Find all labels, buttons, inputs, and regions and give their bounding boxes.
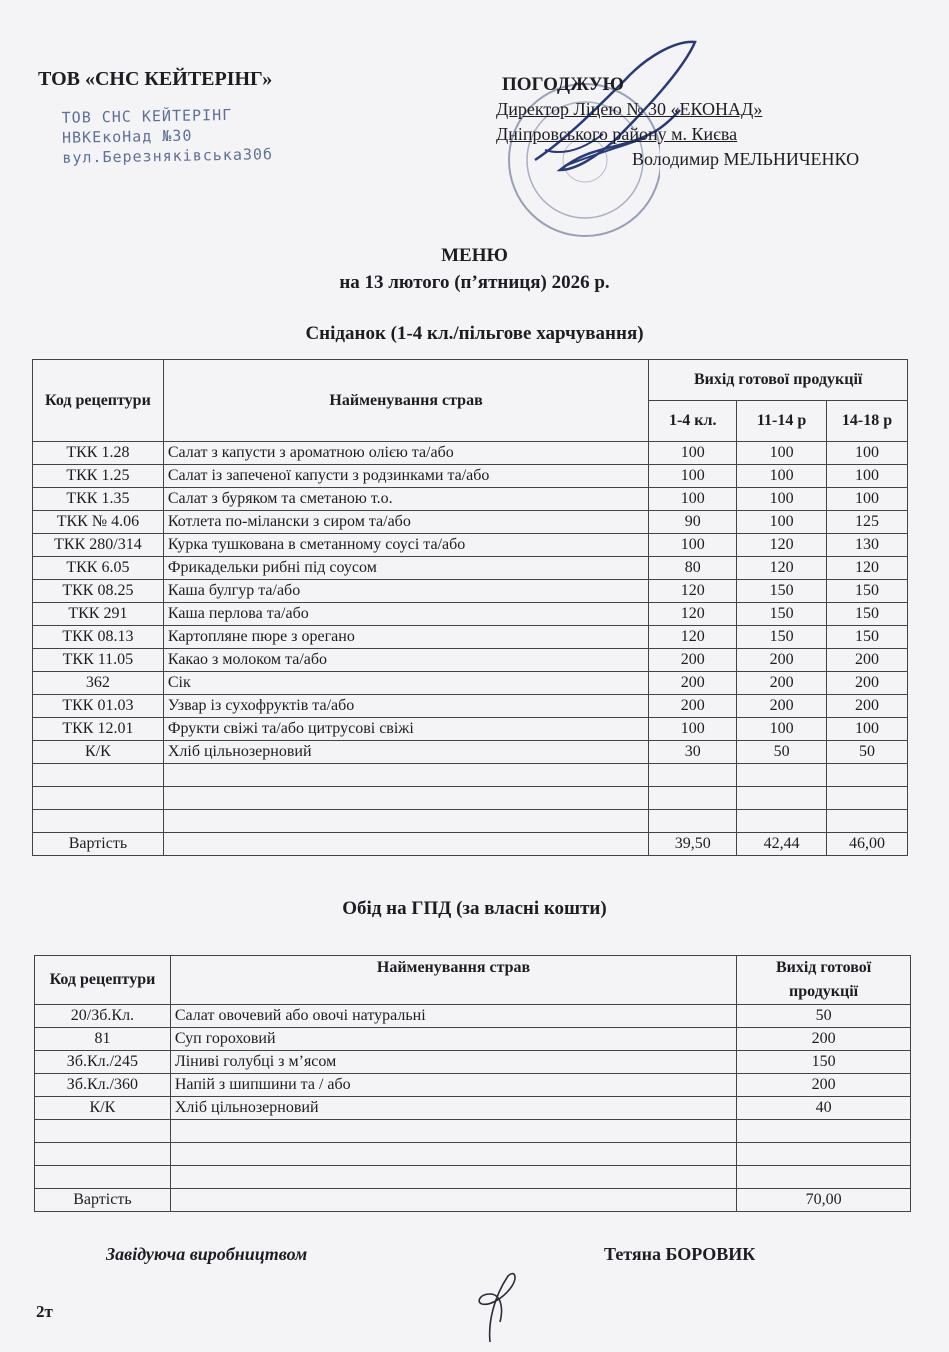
table-row — [33, 626, 908, 649]
dish-name-cell: Салат овочевий або овочі натуральні — [170, 1005, 736, 1028]
dish-name-cell: Котлета по-мілански з сиром та/або — [163, 511, 648, 534]
empty-cell — [649, 764, 737, 787]
age-14-18-cell: 150 — [827, 603, 908, 626]
empty-cell — [163, 764, 648, 787]
approval-name: Володимир МЕЛЬНИЧЕНКО — [632, 149, 860, 169]
dish-name-cell: Каша перлова та/або — [163, 603, 648, 626]
breakfast-cost-grade-1-4: 39,50 — [649, 833, 737, 856]
column-header-output: Вихід готової продукції — [649, 360, 908, 401]
output-cell: 40 — [737, 1097, 911, 1120]
dish-name-cell: Сік — [163, 672, 648, 695]
empty-row — [33, 787, 908, 810]
empty-cell — [33, 787, 164, 810]
menu-title: МЕНЮ — [441, 245, 508, 266]
code-cell: ТКК 1.35 — [33, 488, 164, 511]
column-header-code: Код рецептури — [33, 360, 164, 442]
breakfast-cost-age-14-18: 46,00 — [827, 833, 908, 856]
table-row — [35, 1051, 911, 1074]
code-cell: ТКК 12.01 — [33, 718, 164, 741]
code-cell: 81 — [35, 1028, 171, 1051]
code-cell: ТКК 1.25 — [33, 465, 164, 488]
code-cell: ТКК 6.05 — [33, 557, 164, 580]
breakfast-cost-label: Вартість — [33, 833, 164, 856]
output-cell: 200 — [737, 1028, 911, 1051]
code-cell: ТКК 291 — [33, 603, 164, 626]
output-cell: 50 — [737, 1005, 911, 1028]
code-cell: ТКК 1.28 — [33, 442, 164, 465]
grade-1-4-cell: 120 — [649, 580, 737, 603]
dish-name-cell: Салат з буряком та сметаною т.о. — [163, 488, 648, 511]
column-header-grade-1-4: 1-4 кл. — [649, 401, 737, 442]
empty-row — [35, 1166, 911, 1189]
code-cell: ТКК № 4.06 — [33, 511, 164, 534]
age-14-18-cell: 125 — [827, 511, 908, 534]
empty-cell — [827, 810, 908, 833]
empty-cell — [737, 810, 827, 833]
approval-block — [496, 72, 916, 172]
code-cell: ТКК 11.05 — [33, 649, 164, 672]
output-cell: 150 — [737, 1051, 911, 1074]
grade-1-4-cell: 200 — [649, 672, 737, 695]
age-14-18-cell: 130 — [827, 534, 908, 557]
footer-position: Завідуюча виробництвом — [106, 1244, 308, 1264]
table-row — [33, 672, 908, 695]
empty-cell — [33, 810, 164, 833]
empty-cell — [170, 1143, 736, 1166]
dish-name-cell: Салат із запеченої капусти з родзинками та/або — [163, 465, 648, 488]
table-row — [35, 1005, 911, 1028]
code-cell: Зб.Кл./245 — [35, 1051, 171, 1074]
age-11-14-cell: 150 — [737, 580, 827, 603]
empty-cell — [170, 1189, 736, 1212]
grade-1-4-cell: 90 — [649, 511, 737, 534]
grade-1-4-cell: 80 — [649, 557, 737, 580]
menu-date: на 13 лютого (п’ятниця) 2026 р. — [339, 272, 610, 293]
dish-name-cell: Какао з молоком та/або — [163, 649, 648, 672]
dish-name-cell: Салат з капусти з ароматною олією та/або — [163, 442, 648, 465]
dish-name-cell: Напій з шипшини та / або — [170, 1074, 736, 1097]
breakfast-table — [32, 359, 908, 856]
age-14-18-cell: 200 — [827, 649, 908, 672]
age-11-14-cell: 120 — [737, 534, 827, 557]
age-14-18-cell: 100 — [827, 488, 908, 511]
approval-director-line: Директор Ліцею № 30 «ЕКОНАД» — [496, 99, 763, 119]
table-row — [35, 1097, 911, 1120]
approval-title: ПОГОДЖУЮ — [502, 74, 624, 95]
empty-cell — [737, 764, 827, 787]
age-14-18-cell: 100 — [827, 465, 908, 488]
age-14-18-cell: 100 — [827, 718, 908, 741]
age-11-14-cell: 100 — [737, 465, 827, 488]
dish-name-cell: Фрукти свіжі та/або цитрусові свіжі — [163, 718, 648, 741]
age-11-14-cell: 200 — [737, 672, 827, 695]
column-header-output: Вихід готової продукції — [737, 956, 911, 1005]
table-row — [33, 534, 908, 557]
lunch-table — [34, 955, 911, 1212]
grade-1-4-cell: 100 — [649, 465, 737, 488]
grade-1-4-cell: 100 — [649, 718, 737, 741]
empty-cell — [163, 810, 648, 833]
dish-name-cell: Хліб цільнозерновий — [170, 1097, 736, 1120]
age-14-18-cell: 150 — [827, 580, 908, 603]
code-cell: ТКК 08.25 — [33, 580, 164, 603]
empty-cell — [737, 1120, 911, 1143]
grade-1-4-cell: 120 — [649, 603, 737, 626]
empty-cell — [737, 1166, 911, 1189]
output-cell: 200 — [737, 1074, 911, 1097]
approval-district-line: Дніпровського району м. Києва — [496, 124, 738, 144]
stamp-line: ТОВ СНС КЕЙТЕРІНГ — [61, 105, 233, 127]
dish-name-cell: Хліб цільнозерновий — [163, 741, 648, 764]
dish-name-cell: Ліниві голубці з м’ясом — [170, 1051, 736, 1074]
company-stamp — [61, 104, 273, 168]
empty-cell — [827, 787, 908, 810]
empty-cell — [163, 833, 648, 856]
code-cell: ТКК 08.13 — [33, 626, 164, 649]
lunch-cost-label: Вартість — [35, 1189, 171, 1212]
stamp-line: НВКЕкоНад №30 — [61, 126, 193, 147]
code-cell: 20/Зб.Кл. — [35, 1005, 171, 1028]
age-11-14-cell: 120 — [737, 557, 827, 580]
footer-name: Тетяна БОРОВИК — [604, 1244, 756, 1264]
dish-name-cell: Суп гороховий — [170, 1028, 736, 1051]
dish-name-cell: Курка тушкована в сметанному соусі та/або — [163, 534, 648, 557]
lunch-cost-value: 70,00 — [737, 1189, 911, 1212]
empty-cell — [737, 1143, 911, 1166]
dish-name-cell: Узвар із сухофруктів та/або — [163, 695, 648, 718]
breakfast-heading: Сніданок (1-4 кл./пільгове харчування) — [305, 323, 644, 344]
age-11-14-cell: 150 — [737, 603, 827, 626]
age-11-14-cell: 150 — [737, 626, 827, 649]
table-row — [33, 511, 908, 534]
code-cell: К/К — [35, 1097, 171, 1120]
age-14-18-cell: 100 — [827, 442, 908, 465]
age-11-14-cell: 100 — [737, 442, 827, 465]
age-11-14-cell: 200 — [737, 695, 827, 718]
code-cell: К/К — [33, 741, 164, 764]
table-row — [35, 1074, 911, 1097]
empty-cell — [35, 1143, 171, 1166]
dish-name-cell: Картопляне пюре з орегано — [163, 626, 648, 649]
breakfast-rows — [33, 442, 908, 833]
table-row — [33, 488, 908, 511]
empty-cell — [649, 787, 737, 810]
table-row — [33, 557, 908, 580]
table-row — [33, 603, 908, 626]
lunch-rows — [35, 1005, 911, 1189]
grade-1-4-cell: 100 — [649, 488, 737, 511]
code-cell: 362 — [33, 672, 164, 695]
table-row — [35, 1028, 911, 1051]
grade-1-4-cell: 200 — [649, 649, 737, 672]
age-14-18-cell: 200 — [827, 672, 908, 695]
age-14-18-cell: 150 — [827, 626, 908, 649]
age-14-18-cell: 50 — [827, 741, 908, 764]
empty-cell — [170, 1120, 736, 1143]
empty-cell — [170, 1166, 736, 1189]
stamp-line: вул.Березняківська30б — [62, 145, 274, 167]
page-mark: 2т — [36, 1302, 53, 1321]
column-header-name: Найменування страв — [170, 956, 736, 1005]
empty-cell — [33, 764, 164, 787]
dish-name-cell: Фрикадельки рибні під соусом — [163, 557, 648, 580]
table-row — [33, 442, 908, 465]
grade-1-4-cell: 200 — [649, 695, 737, 718]
age-11-14-cell: 50 — [737, 741, 827, 764]
empty-cell — [827, 764, 908, 787]
column-header-name: Найменування страв — [163, 360, 648, 442]
empty-row — [35, 1120, 911, 1143]
age-11-14-cell: 200 — [737, 649, 827, 672]
empty-cell — [35, 1120, 171, 1143]
grade-1-4-cell: 100 — [649, 534, 737, 557]
empty-row — [33, 764, 908, 787]
age-14-18-cell: 200 — [827, 695, 908, 718]
age-14-18-cell: 120 — [827, 557, 908, 580]
lunch-heading: Обід на ГПД (за власні кошти) — [342, 898, 607, 919]
table-row — [33, 580, 908, 603]
table-row — [33, 649, 908, 672]
grade-1-4-cell: 100 — [649, 442, 737, 465]
manager-signature-icon — [460, 1262, 540, 1352]
empty-cell — [163, 787, 648, 810]
code-cell: ТКК 280/314 — [33, 534, 164, 557]
organization-name: ТОВ «СНС КЕЙТЕРІНГ» — [38, 68, 273, 90]
empty-row — [33, 810, 908, 833]
column-header-code: Код рецептури — [35, 956, 171, 1005]
empty-row — [35, 1143, 911, 1166]
code-cell: ТКК 01.03 — [33, 695, 164, 718]
grade-1-4-cell: 120 — [649, 626, 737, 649]
age-11-14-cell: 100 — [737, 718, 827, 741]
grade-1-4-cell: 30 — [649, 741, 737, 764]
column-header-age-11-14: 11-14 р — [737, 401, 827, 442]
table-row — [33, 695, 908, 718]
breakfast-cost-age-11-14: 42,44 — [737, 833, 827, 856]
dish-name-cell: Каша булгур та/або — [163, 580, 648, 603]
empty-cell — [737, 787, 827, 810]
table-row — [33, 465, 908, 488]
empty-cell — [35, 1166, 171, 1189]
age-11-14-cell: 100 — [737, 511, 827, 534]
code-cell: Зб.Кл./360 — [35, 1074, 171, 1097]
age-11-14-cell: 100 — [737, 488, 827, 511]
column-header-age-14-18: 14-18 р — [827, 401, 908, 442]
table-row — [33, 741, 908, 764]
table-row — [33, 718, 908, 741]
empty-cell — [649, 810, 737, 833]
